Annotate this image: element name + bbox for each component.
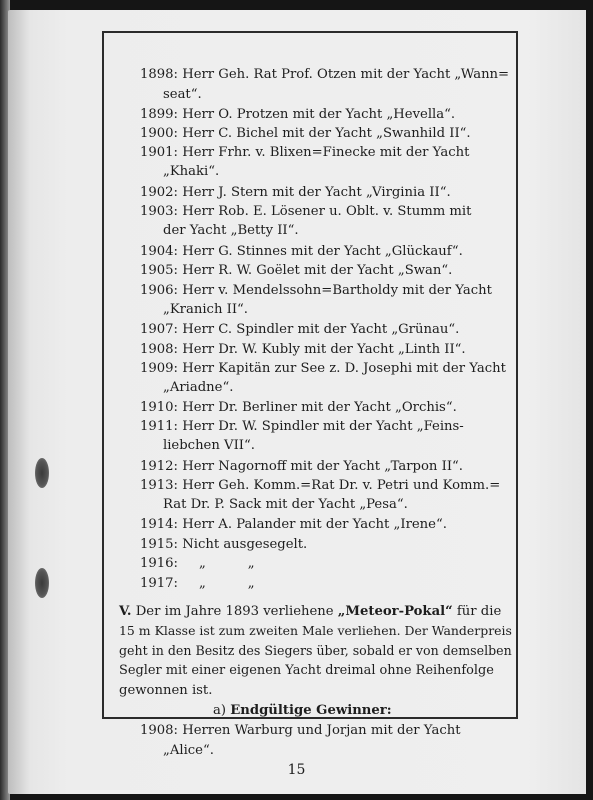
section-v-line-1-end: für die <box>452 604 502 619</box>
entry-1917: 1917: „ „ <box>140 576 255 591</box>
subheading-title: Endgültige Gewinner: <box>230 703 392 718</box>
entry-1914: 1914: Herr A. Palander mit der Yacht „Irene“. <box>140 517 447 532</box>
entry-1903-line-2: der Yacht „Betty II“. <box>163 223 299 238</box>
section-v-line-1 <box>119 605 501 618</box>
entry-1902: 1902: Herr J. Stern mit der Yacht „Virginia II“. <box>140 185 451 200</box>
entry-1898-line-2: seat“. <box>163 87 202 102</box>
meteor-pokal-title: „Meteor-Pokal“ <box>337 604 453 619</box>
subheading-final-winners <box>213 704 392 717</box>
entry-1904: 1904: Herr G. Stinnes mit der Yacht „Glückauf“. <box>140 244 463 259</box>
final-winner-line-1: 1908: Herren Warburg und Jorjan mit der Yacht <box>140 723 461 738</box>
section-v-line-2: 15 m Klasse ist zum zweiten Male verliehen. Der Wanderpreis <box>119 623 512 638</box>
entry-1899: 1899: Herr O. Protzen mit der Yacht „Hevella“. <box>140 107 456 122</box>
entry-1901-line-1: 1901: Herr Frhr. v. Blixen=Finecke mit der Yacht <box>140 145 470 160</box>
section-v-line-3: geht in den Besitz des Siegers über, sobald er von demselben <box>119 643 512 658</box>
entry-1912: 1912: Herr Nagornoff mit der Yacht „Tarpon II“. <box>140 459 463 474</box>
final-winner-line-2: „Alice“. <box>163 743 214 758</box>
entry-1906-line-1: 1906: Herr v. Mendelssohn=Bartholdy mit der Yacht <box>140 283 492 298</box>
entry-1900: 1900: Herr C. Bichel mit der Yacht „Swanhild II“. <box>140 126 471 141</box>
entry-1913-line-1: 1913: Herr Geh. Komm.=Rat Dr. v. Petri und Komm.= <box>140 478 501 493</box>
entry-1915: 1915: Nicht ausgesegelt. <box>140 537 308 552</box>
section-v-number: V. <box>119 604 132 619</box>
entry-1908: 1908: Herr Dr. W. Kubly mit der Yacht „Linth II“. <box>140 342 466 357</box>
entry-1905: 1905: Herr R. W. Goëlet mit der Yacht „Swan“. <box>140 263 453 278</box>
entry-1906-line-2: „Kranich II“. <box>163 302 248 317</box>
entry-1910: 1910: Herr Dr. Berliner mit der Yacht „Orchis“. <box>140 400 457 415</box>
entry-1916: 1916: „ „ <box>140 556 255 571</box>
entry-1913-line-2: Rat Dr. P. Sack mit der Yacht „Pesa“. <box>163 497 408 512</box>
section-v-intro: Der im Jahre 1893 verliehene <box>131 604 338 619</box>
entry-1909-line-2: „Ariadne“. <box>163 380 234 395</box>
entry-1903-line-1: 1903: Herr Rob. E. Lösener u. Oblt. v. Stumm mit <box>140 204 472 219</box>
entry-1911-line-2: liebchen VII“. <box>163 438 255 453</box>
entry-1909-line-1: 1909: Herr Kapitän zur See z. D. Josephi mit der Yacht <box>140 361 506 376</box>
entry-1911-line-1: 1911: Herr Dr. W. Spindler mit der Yacht „Feins- <box>140 419 464 434</box>
entry-1901-line-2: „Khaki“. <box>163 164 220 179</box>
entry-1907: 1907: Herr C. Spindler mit der Yacht „Grünau“. <box>140 322 460 337</box>
page-number: 15 <box>287 762 306 778</box>
section-v-line-4: Segler mit einer eigenen Yacht dreimal ohne Reihenfolge <box>119 663 494 678</box>
section-v-line-5: gewonnen ist. <box>119 683 213 698</box>
subheading-prefix: a) <box>213 703 231 718</box>
entry-1898-line-1: 1898: Herr Geh. Rat Prof. Otzen mit der Yacht „Wann= <box>140 67 510 82</box>
